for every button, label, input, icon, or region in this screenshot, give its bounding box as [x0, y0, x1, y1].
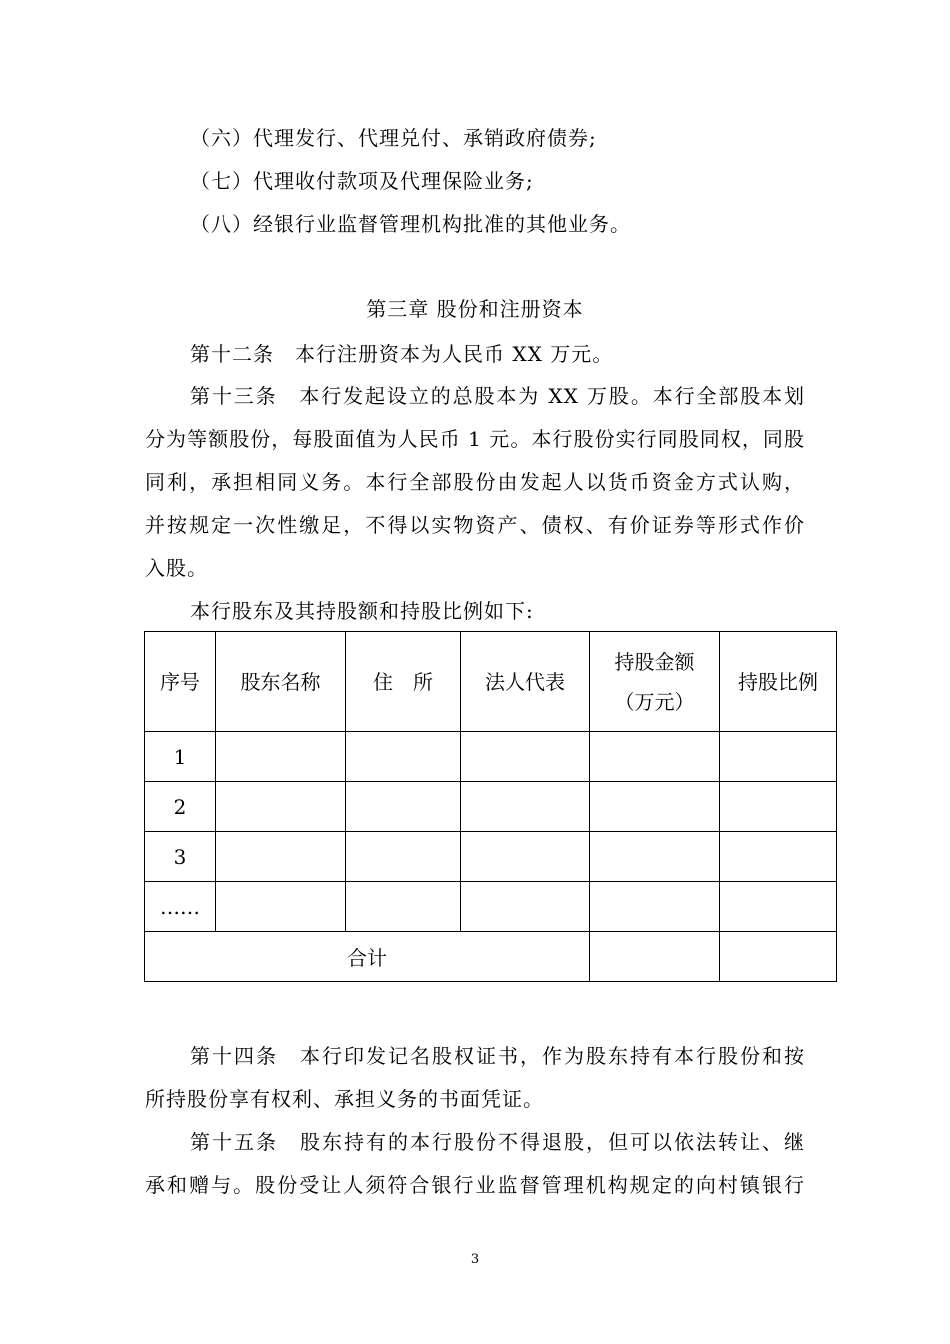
list-item-8: （八）经银行业监督管理机构批准的其他业务。 — [190, 212, 631, 236]
table-row — [145, 782, 837, 832]
header-amount-line2: （万元） — [614, 689, 695, 714]
row-seq: 3 — [145, 832, 216, 882]
article-13-line-2: 分为等额股份，每股面值为人民币 1 元。本行股份实行同股同权，同股 — [145, 427, 805, 451]
cell-ratio — [720, 882, 837, 932]
cell-name — [216, 782, 346, 832]
total-ratio — [720, 932, 837, 982]
cell-amount — [590, 732, 720, 782]
article-13-line-1: 第十三条 本行发起设立的总股本为 XX 万股。本行全部股本划 — [190, 384, 805, 408]
header-address: 住 所 — [346, 632, 461, 732]
cell-amount — [590, 782, 720, 832]
article-15-line-1: 第十五条 股东持有的本行股份不得退股，但可以依法转让、继 — [190, 1130, 805, 1154]
cell-name — [216, 832, 346, 882]
header-seq: 序号 — [145, 632, 216, 732]
chapter-title: 第三章 股份和注册资本 — [366, 297, 584, 321]
header-amount-line1: 持股金额 — [614, 649, 695, 674]
shareholder-table — [144, 631, 837, 982]
cell-legal-rep — [461, 832, 590, 882]
row-seq: …… — [145, 882, 216, 932]
cell-ratio — [720, 732, 837, 782]
table-row — [145, 832, 837, 882]
row-seq: 2 — [145, 782, 216, 832]
list-item-6: （六）代理发行、代理兑付、承销政府债券; — [190, 126, 597, 150]
total-label: 合计 — [145, 932, 590, 982]
cell-address — [346, 782, 461, 832]
list-item-7: （七）代理收付款项及代理保险业务; — [190, 169, 534, 193]
cell-name — [216, 732, 346, 782]
table-row — [145, 732, 837, 782]
cell-legal-rep — [461, 882, 590, 932]
cell-legal-rep — [461, 782, 590, 832]
cell-legal-rep — [461, 732, 590, 782]
table-row — [145, 882, 837, 932]
cell-address — [346, 832, 461, 882]
total-amount — [590, 932, 720, 982]
header-name: 股东名称 — [216, 632, 346, 732]
article-13-line-4: 并按规定一次性缴足，不得以实物资产、债权、有价证券等形式作价 — [145, 513, 805, 537]
cell-address — [346, 732, 461, 782]
article-13-line-3: 同利，承担相同义务。本行全部股份由发起人以货币资金方式认购， — [145, 470, 805, 494]
cell-amount — [590, 882, 720, 932]
table-total-row — [145, 932, 837, 982]
article-12: 第十二条 本行注册资本为人民币 XX 万元。 — [190, 342, 614, 366]
cell-amount — [590, 832, 720, 882]
article-15-line-2: 承和赠与。股份受让人须符合银行业监督管理机构规定的向村镇银行 — [145, 1173, 805, 1197]
table-header-row — [145, 632, 837, 732]
header-ratio: 持股比例 — [720, 632, 837, 732]
cell-address — [346, 882, 461, 932]
cell-ratio — [720, 832, 837, 882]
cell-ratio — [720, 782, 837, 832]
page-number: 3 — [470, 1252, 480, 1267]
article-14-line-2: 所持股份享有权利、承担义务的书面凭证。 — [145, 1087, 544, 1111]
article-13-line-5: 入股。 — [145, 556, 208, 580]
header-legal-rep: 法人代表 — [461, 632, 590, 732]
article-14-line-1: 第十四条 本行印发记名股权证书，作为股东持有本行股份和按 — [190, 1044, 805, 1068]
cell-name — [216, 882, 346, 932]
header-amount — [590, 632, 720, 732]
table-intro: 本行股东及其持股额和持股比例如下: — [190, 599, 534, 623]
row-seq: 1 — [145, 732, 216, 782]
